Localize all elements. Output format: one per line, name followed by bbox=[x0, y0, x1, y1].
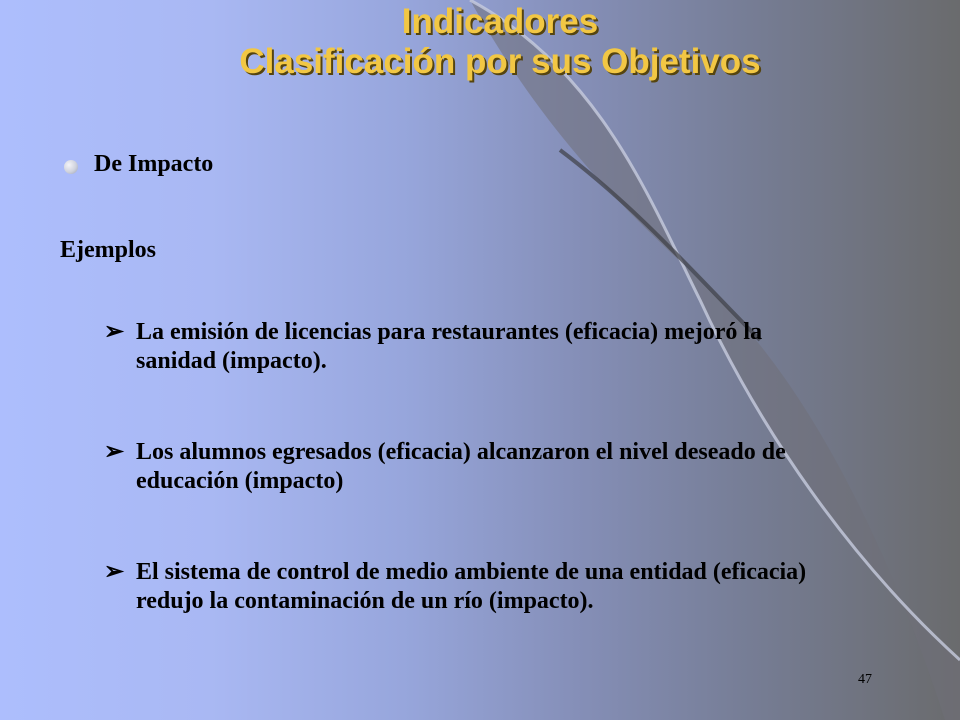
bullet-label: De Impacto bbox=[94, 151, 214, 177]
example-text: Los alumnos egresados (eficacia) alcanzaron el nivel deseado de educación (impacto) bbox=[136, 439, 786, 494]
arrow-bullet-icon: ➢ bbox=[104, 439, 125, 465]
title-line-1: Indicadores bbox=[401, 2, 599, 41]
title-line-2: Clasificación por sus Objetivos bbox=[239, 42, 761, 81]
arrow-bullet-icon: ➢ bbox=[104, 559, 125, 585]
example-item bbox=[104, 438, 844, 496]
example-text: La emisión de licencias para restaurantes (eficacia) mejoró la sanidad (impacto). bbox=[136, 319, 763, 374]
bullet-dot-icon bbox=[64, 160, 78, 174]
example-text: El sistema de control de medio ambiente de una entidad (eficacia) redujo la contaminación de un río (impacto). bbox=[136, 559, 807, 614]
arrow-bullet-icon: ➢ bbox=[104, 319, 125, 345]
example-item bbox=[104, 318, 844, 376]
example-item bbox=[104, 558, 844, 616]
examples-heading: Ejemplos bbox=[60, 237, 156, 263]
slide-title bbox=[150, 2, 850, 82]
page-number: 47 bbox=[858, 672, 872, 687]
bullet-item bbox=[64, 151, 213, 178]
